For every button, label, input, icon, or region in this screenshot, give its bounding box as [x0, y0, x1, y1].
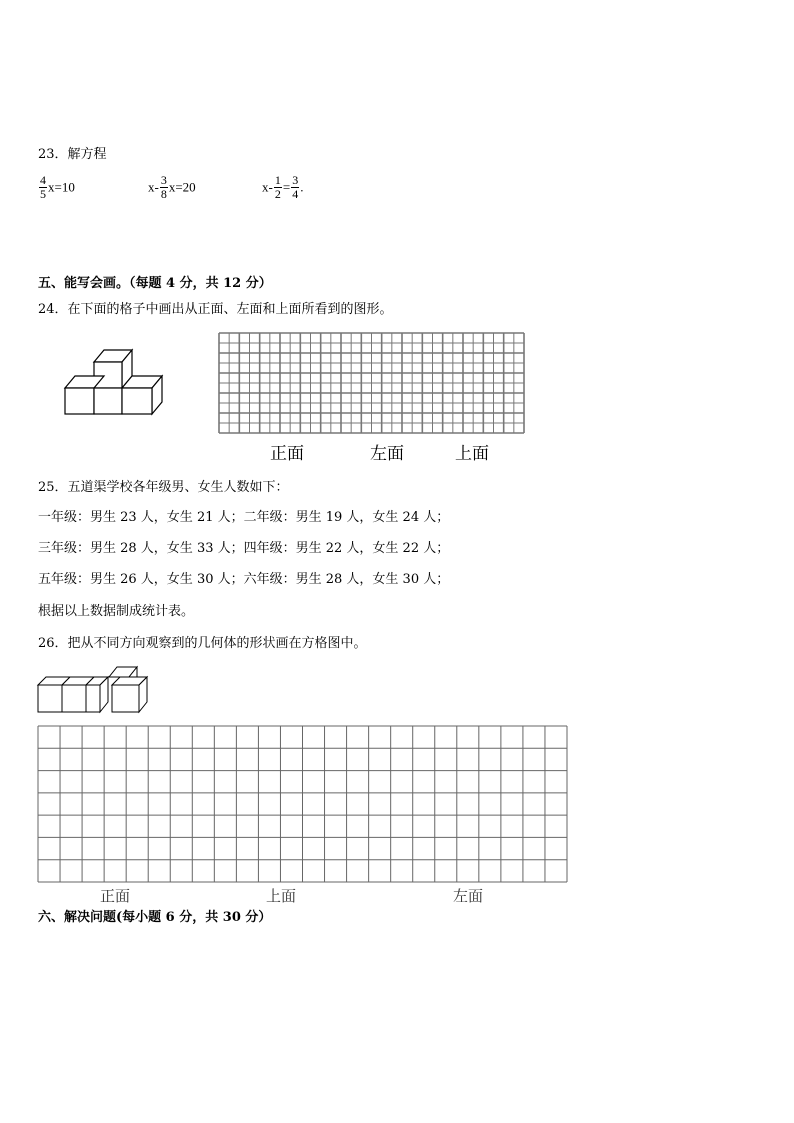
- q24-label-front: 正面: [270, 444, 304, 463]
- q23-title: 23．解方程: [38, 147, 107, 162]
- q25-title: 25．五道渠学校各年级男、女生人数如下：: [38, 480, 289, 495]
- q24-label-top: 上面: [455, 444, 489, 463]
- q26-grid: [38, 726, 568, 883]
- q25-line: 根据以上数据制成统计表。: [38, 604, 195, 619]
- q25-line: 五年级：男生 26 人，女生 30 人；六年级：男生 28 人，女生 30 人；: [38, 572, 450, 587]
- q26-label-front: 正面: [100, 889, 131, 905]
- q26-cube-figure: [36, 662, 156, 714]
- q24-title: 24．在下面的格子中画出从正面、左面和上面所看到的图形。: [38, 302, 393, 317]
- equation-2: x- $\frac{3}{8}$ x=20: [148, 173, 196, 201]
- q25-line: 三年级：男生 28 人，女生 33 人；四年级：男生 22 人，女生 22 人；: [38, 541, 450, 556]
- equation-3: x- $\frac{1}{2}$ = $\frac{3}{4}$ .: [262, 173, 304, 201]
- q26-title: 26．把从不同方向观察到的几何体的形状画在方格图中。: [38, 636, 367, 651]
- q26-label-top: 上面: [266, 889, 297, 905]
- equation-1: $\frac{4}{5}$ x=10: [40, 173, 75, 201]
- q24-cube-figure: [60, 348, 170, 418]
- q26-label-left: 左面: [453, 889, 484, 905]
- section-6-heading: 六、解决问题(每小题 6 分，共 30 分）: [38, 910, 272, 925]
- fraction: $\frac{1}{2}$: [274, 173, 281, 201]
- fraction: $\frac{3}{4}$: [292, 173, 299, 201]
- fraction: $\frac{3}{8}$: [160, 173, 167, 201]
- q25-line: 一年级：男生 23 人，女生 21 人；二年级：男生 19 人，女生 24 人；: [38, 510, 450, 525]
- q24-grid: [219, 333, 525, 434]
- q24-label-left: 左面: [370, 444, 404, 463]
- section-5-heading: 五、能写会画。（每题 4 分，共 12 分）: [38, 276, 272, 291]
- fraction: $\frac{4}{5}$: [40, 173, 46, 201]
